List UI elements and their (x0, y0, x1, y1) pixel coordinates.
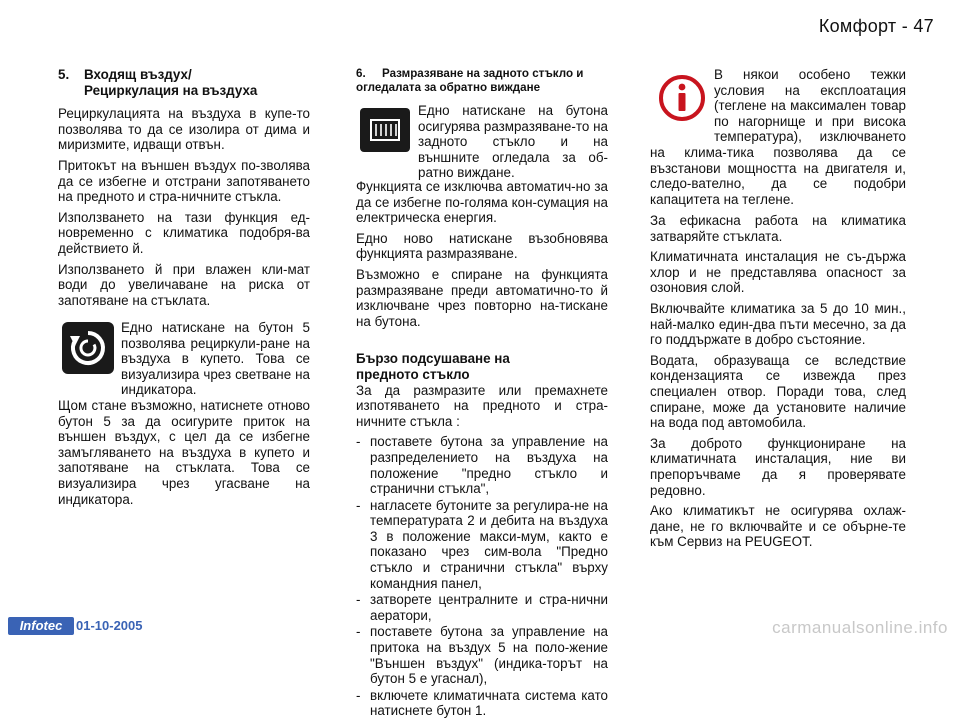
paragraph: Притокът на външен въздух по-зволява да се избегне и отстрани запотяването на предното и стра-ничните стъкла. (58, 157, 310, 205)
section-5-heading (58, 67, 310, 98)
list-item: - нагласете бутоните за регулира-не на температурата 2 и дебита на въздуха 3 в положение макси-мум, както е показано чрез сим-вола "Предно стъкло и странични стъкла" върху командния панел, (356, 498, 608, 592)
heading-text: Размразяване на задното стъкло и огледалата за обратно виждане (356, 67, 584, 94)
paragraph: Рециркулацията на въздуха в купе-то позволява то да се изолира от дима и миризмите, идващи отвън. (58, 106, 310, 153)
rear-defrost-icon-text (418, 103, 608, 186)
list-item: - затворете централните и стра-нични аератори, (356, 592, 608, 623)
paragraph: Функцията се изключва автоматич-но за да се избегне по-голяма кон-сумация на електрическа енергия. (356, 179, 608, 226)
left-column (58, 67, 310, 313)
subheading: Бързо подсушаване на предното стъкло (356, 351, 510, 382)
paragraph: Включвайте климатика за 5 до 10 мин., най-малко един-два пъти месечно, за да го поддържате в добро състояние. (650, 300, 906, 348)
paragraph: За доброто функциониране на климатичната инсталация, ние ви препоръчваме да я проверявате редовно. (650, 435, 906, 498)
recirculation-icon (62, 322, 114, 374)
paragraph: Водата, образуваща се вследствие кондензацията се извежда през специален отвор. Поради това, след спиране, може да установите наличие на вода под автомобила. (650, 352, 906, 431)
paragraph: Щом стане възможно, натиснете отново бутон 5 за да осигурите приток на външен въздух, с цел да се избегне замъгляването на въздуха в купето и запотяване на стъклата. Това се визуализира чрез угасване на индикатора. (58, 398, 310, 507)
section-number: 6. (356, 67, 366, 80)
heading-line2: Рециркулация на въздуха (84, 82, 258, 98)
infotec-logo: Infotec (8, 617, 74, 635)
paragraph: Ако климатикът не осигурява охлаж-дане, не го включвайте и се обърне-те към Сервиз на PEUGEOT. (650, 503, 906, 550)
right-column (650, 213, 906, 555)
rear-defrost-icon (360, 108, 410, 152)
paragraph: Едно натискане на бутона осигурява размразяване-то на задното стъкло и на външните огледала за об-ратно виждане. (418, 103, 608, 181)
paragraph: За да размразите или премахнете изпотяването на предното и стра-ничните стъкла : (356, 382, 608, 429)
heading-line1: Входящ въздух/ (84, 67, 192, 82)
middle-column (356, 179, 608, 720)
info-paragraph: В някои особено тежки условия на експлоатация (теглене на максимален товар по нагорнище и при висока температура), изключването на клима-тика позволява да се възстанови мощността на двигателя и, следо-вателно, да се подобри капацитета на теглене. (650, 67, 906, 207)
info-text (650, 67, 906, 212)
paragraph (650, 67, 906, 207)
section-6-heading (356, 67, 608, 95)
bullet-list (356, 434, 608, 719)
list-item: - включете климатичната система като натиснете бутон 1. (356, 688, 608, 719)
recirculation-icon-text (121, 320, 310, 403)
section-number: 5. (58, 67, 70, 82)
paragraph: Едно натискане на бутон 5 позволява рециркули-ране на въздуха в купето. Това се визуализира чрез светване на индикатора. (121, 320, 310, 398)
watermark: carmanualsonline.info (772, 618, 948, 637)
paragraph: Използването на тази функция ед-новременно с климатика подобря-ва действието й. (58, 209, 310, 256)
paragraph: Едно ново натискане възобновява функцията размразяване. (356, 230, 608, 262)
list-item: - поставете бутона за управление на притока на въздух 5 на поло-жение "Външен въздух" (индика-торът на бутон 5 е угаснал), (356, 624, 608, 686)
list-item: - поставете бутона за управление на разпределението на въздуха на положение "предно стъкло и странични стъкла", (356, 434, 608, 496)
left-after-icon (58, 398, 310, 512)
paragraph: Климатичната инсталация не съ-държа хлор и не представлява опасност за озоновия слой. (650, 249, 906, 296)
paragraph: Използването й при влажен кли-мат води до увеличаване на риска от запотяване на стъклата. (58, 261, 310, 308)
page-title: Комфорт - 47 (818, 16, 934, 36)
footer-date: 01-10-2005 (76, 618, 143, 633)
paragraph: За ефикасна работа на климатика затваряйте стъклата. (650, 213, 906, 244)
paragraph: Възможно е спиране на функцията размразяване преди автоматично-то й изключване чрез повторно на-тискане на бутона. (356, 266, 608, 329)
